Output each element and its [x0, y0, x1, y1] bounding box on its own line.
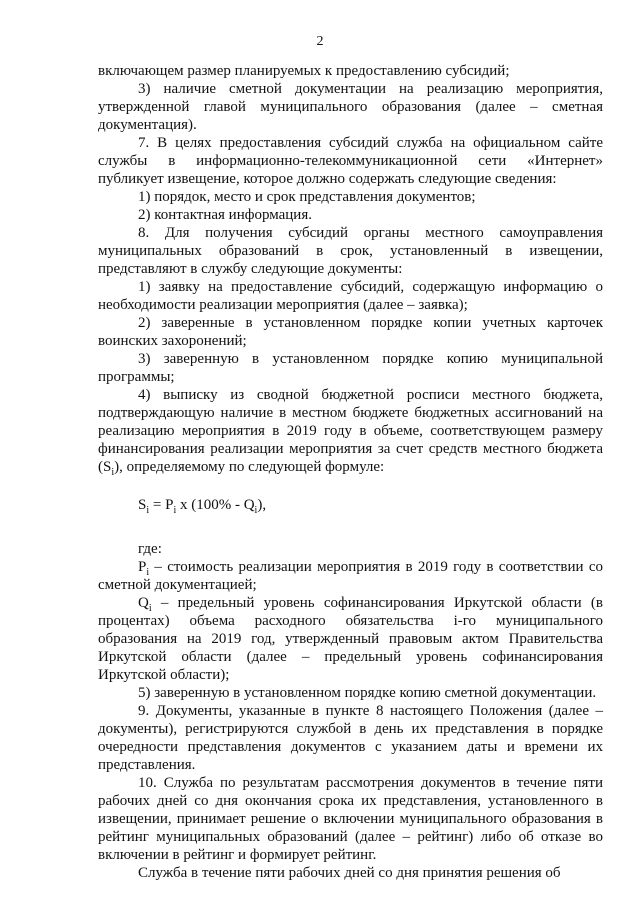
symbol: Q: [138, 595, 149, 611]
page-number: 2: [316, 34, 324, 49]
paragraph: 5) заверенную в установленном порядке копию сметной документации.: [138, 685, 597, 701]
formula-part: ),: [257, 497, 267, 513]
paragraph-text: ), определяемому по следующей формуле:: [114, 459, 385, 475]
formula-part: = P: [149, 497, 174, 513]
paragraph-text: 4) выписку из сводной бюджетной росписи местного бюджета, подтверждающую наличие в местном бюджете бюджетных ассигнований на реализацию мероприятия в 2019 году в объеме, соответствующем размеру финансирования реализации мероприятия за счет средств местного бюджета (S: [98, 387, 603, 475]
formula-part: x (100% - Q: [176, 497, 255, 513]
paragraph: 8. Для получения субсидий органы местного самоуправления муниципальных образований в срок, установленный в извещении, представляют в службу следующие документы:: [98, 225, 603, 277]
definition: [98, 558, 603, 594]
definition: [98, 594, 603, 684]
definition-text: – предельный уровень софинансирования Иркутской области (в процентах) объема расходного обязательства i-го муниципального образования на 2019 год, утвержденный правовым актом Правительства Иркутской области (далее – предельный уровень софинансирования Иркутской области);: [98, 595, 603, 683]
subscript: i: [254, 505, 258, 516]
subscript: i: [146, 567, 150, 578]
paragraph: включающем размер планируемых к предоставлению субсидий;: [98, 63, 510, 79]
where-label: где:: [138, 541, 162, 557]
paragraph: 1) порядок, место и срок представления документов;: [138, 189, 476, 205]
symbol: P: [138, 559, 147, 575]
paragraph: 7. В целях предоставления субсидий служба на официальном сайте службы в информационно-телекоммуникационной сети «Интернет» публикует извещение, которое должно содержать следующие сведения:: [98, 135, 603, 187]
subscript: i: [146, 505, 150, 516]
formula-part: S: [138, 497, 147, 513]
formula: [98, 496, 603, 514]
subscript: i: [173, 505, 177, 516]
paragraph: 3) наличие сметной документации на реализацию мероприятия, утвержденной главой муниципального образования (далее – сметная документация).: [98, 81, 603, 133]
paragraph: 3) заверенную в установленном порядке копию муниципальной программы;: [98, 351, 603, 385]
paragraph: 2) контактная информация.: [138, 207, 312, 223]
paragraph: 2) заверенные в установленном порядке копии учетных карточек воинских захоронений;: [98, 315, 603, 349]
paragraph: [98, 386, 603, 476]
paragraph: 1) заявку на предоставление субсидий, содержащую информацию о необходимости реализации мероприятия (далее – заявка);: [98, 279, 603, 313]
document-body: [98, 62, 603, 882]
paragraph: 10. Служба по результатам рассмотрения документов в течение пяти рабочих дней со дня окончания срока их представления, установленного в извещении, принимает решение о включении муниципального образования в рейтинг муниципальных образований (далее – рейтинг) либо об отказе во включении в рейтинг и формирует рейтинг.: [98, 775, 603, 863]
subscript: i: [111, 467, 115, 478]
definition-text: – стоимость реализации мероприятия в 2019 году в соответствии со сметной документацией;: [98, 559, 603, 593]
paragraph: Служба в течение пяти рабочих дней со дня принятия решения об: [138, 865, 561, 881]
paragraph: 9. Документы, указанные в пункте 8 настоящего Положения (далее – документы), регистрируются службой в день их представления в порядке очередности представления документов с указанием даты и времени их представления.: [98, 703, 603, 773]
subscript: i: [148, 603, 152, 614]
